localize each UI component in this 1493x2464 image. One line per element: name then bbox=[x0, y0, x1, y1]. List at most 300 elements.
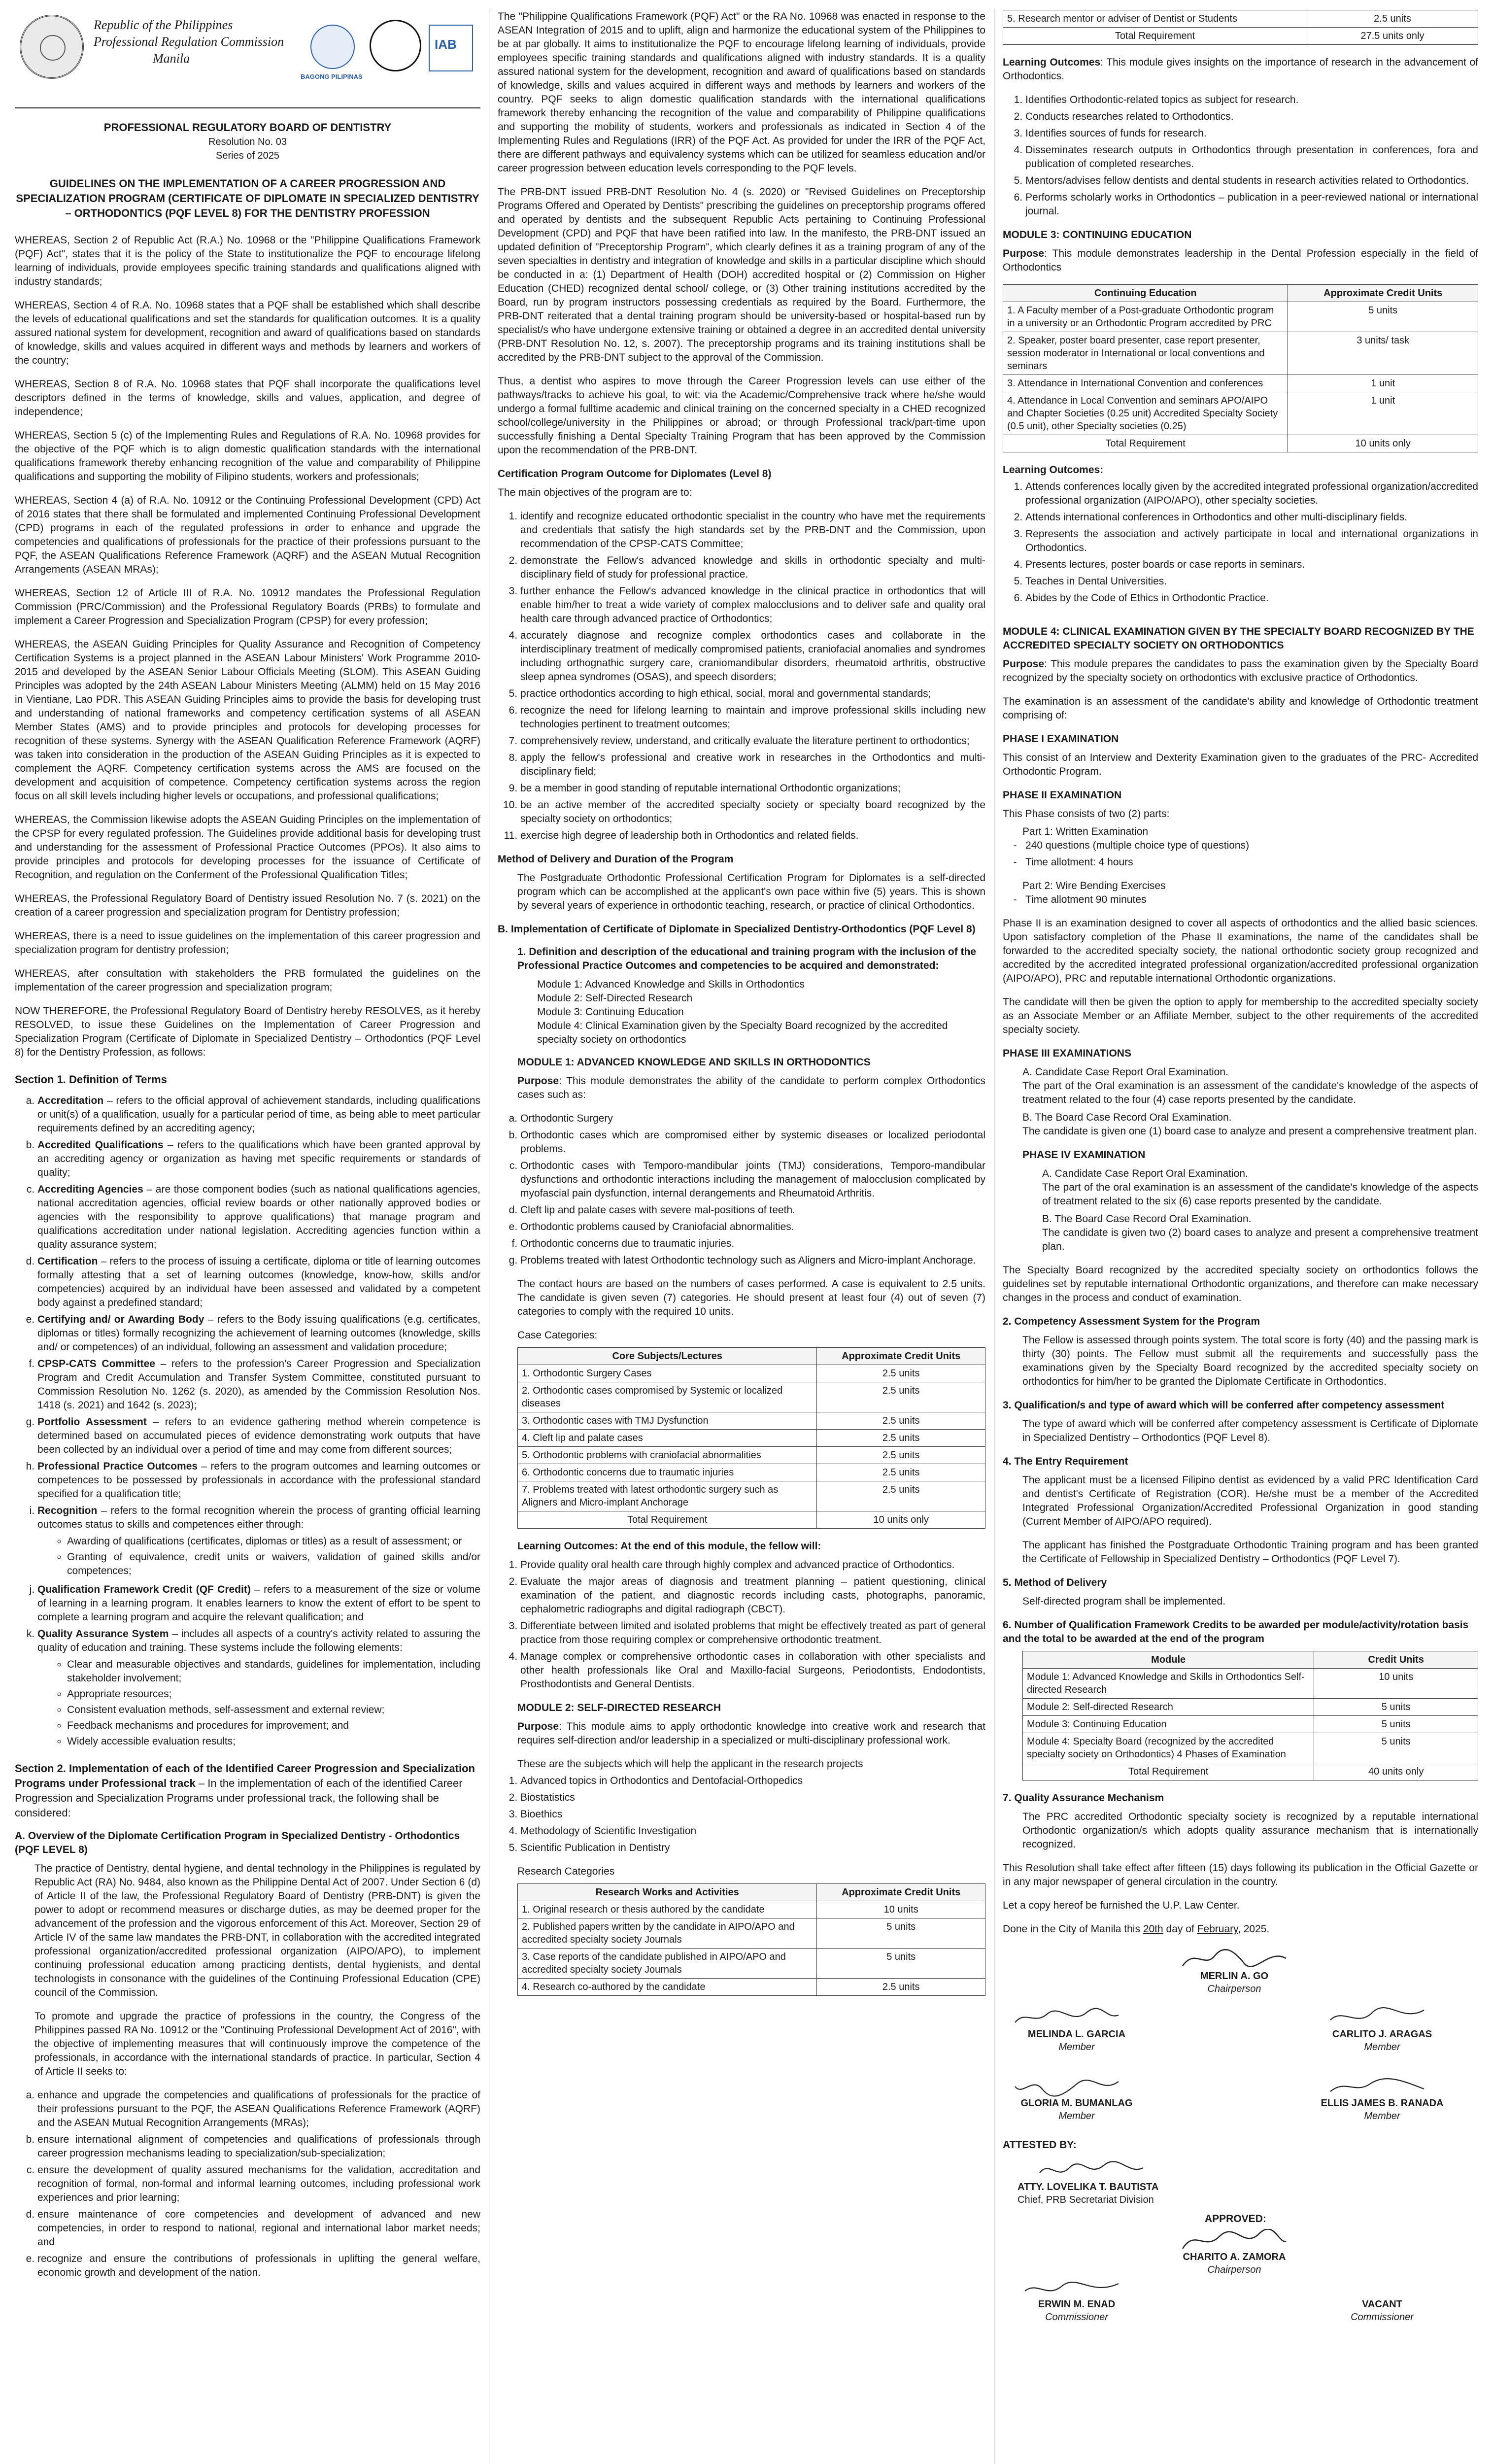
bagong-pilipinas-logo-icon bbox=[310, 25, 355, 69]
phase-4-part-b-text: The candidate is given two (2) board cases to analyze and present a comprehensive treatment plan. bbox=[1042, 1227, 1478, 1252]
table-cell-value: 3 units/ task bbox=[1288, 332, 1478, 375]
module-2-purpose-label: Purpose bbox=[517, 1721, 559, 1732]
qa-mechanism-text: The PRC accredited Orthodontic specialty society is recognized by a reputable international Orthodontic organization/s which adopts quality assurance mechanism that is internationally recognized. bbox=[1022, 1811, 1478, 1850]
member-4-title: Member bbox=[1364, 2111, 1400, 2122]
table-cell-value: 2.5 units bbox=[817, 1447, 985, 1464]
module-1-case-item: b. Orthodontic cases which are compromised either by systemic diseases or localized periodontal problems. bbox=[520, 1129, 985, 1156]
member-1-name: MELINDA L. GARCIA bbox=[1027, 2029, 1126, 2040]
column-middle bbox=[498, 10, 985, 2464]
phase-4-paragraph: The Specialty Board recognized by the accredited specialty society on orthodontics follows the guidelines set by reputable international Orthodontic organizations, and therefore can make necessary changes in the process and conduct of examination. bbox=[1003, 1265, 1478, 1303]
approved-label: APPROVED: bbox=[1205, 2213, 1266, 2224]
qf-credits-table bbox=[1022, 1651, 1478, 1780]
phase-2-part-2: Part 2: Wire Bending Exercises bbox=[1022, 880, 1166, 891]
learning-outcome-item: 4. Disseminates research outputs in Orthodontics through presentation in conferences, fora and publication of completed researches. bbox=[1025, 143, 1478, 171]
module-1-case-item: g. Problems treated with latest Orthodontic technology such as Aligners and Micro-implant Anchorage. bbox=[520, 1254, 985, 1267]
research-categories-label: Research Categories bbox=[517, 1866, 615, 1877]
table-cell-label: 2. Orthodontic cases compromised by Systemic or localized diseases bbox=[518, 1382, 817, 1412]
module-list-item: Module 1: Advanced Knowledge and Skills in Orthodontics bbox=[537, 979, 805, 990]
credits-table-header-2: Credit Units bbox=[1314, 1651, 1478, 1669]
table-cell-value: 5 units bbox=[1314, 1699, 1478, 1716]
module-1-case-item: a. Orthodontic Surgery bbox=[520, 1112, 985, 1126]
cert-program-title: Certification Program Outcome for Diplomates (Level 8) bbox=[498, 468, 772, 479]
definition-text: – refers to an evidence gathering method wherein competence is determined based on accumulated pieces of evidence demonstrating work outputs that have been collected by an individual over a period of time and may come from different sources; bbox=[37, 1416, 480, 1455]
definition-term: Accreditation bbox=[37, 1095, 104, 1106]
commissioner-2-name: VACANT bbox=[1362, 2299, 1402, 2310]
ce-table-header-2: Approximate Credit Units bbox=[1288, 285, 1478, 302]
method-of-delivery-title: 5. Method of Delivery bbox=[1003, 1577, 1107, 1588]
attestation-signature-icon bbox=[1037, 2158, 1146, 2183]
table-cell-value: 10 units bbox=[817, 1901, 985, 1918]
method-title: Method of Delivery and Duration of the Program bbox=[498, 854, 734, 865]
objective-item: 8. apply the fellow's professional and creative work in researches in the Orthodontics and multi-disciplinary field; bbox=[520, 751, 985, 779]
copy-furnish-clause: Let a copy hereof be furnished the U.P. Law Center. bbox=[1003, 1900, 1240, 1911]
table-row bbox=[518, 1464, 985, 1481]
table-cell-label: Module 1: Advanced Knowledge and Skills in Orthodontics Self-directed Research bbox=[1023, 1669, 1314, 1699]
prb-paragraph: The PRB-DNT issued PRB-DNT Resolution No. 4 (s. 2020) or "Revised Guidelines on Preceptorship Programs Offered and Operated by Dentists" prescribing the guidelines on preceptorship programs offered and operated by dentists and the subsequent Republic Acts pertaining to Continuing Professional Development (CPD) and PQF that have been ratified into law. In the manifesto, the PRB-DNT issued an updated definition of "Preceptorship Program", which clearly defines it as a training program of any of the seven specialties in dentistry and integration of knowledge and skills in a particular discipline which should be conducted in a: (1) Department of Health (DOH) accredited hospital or (2) Commission on Higher Education (CHED) recognized dental school/ college, or (3) Other training institutions accredited by the Board, run by program instructors possessing credentials as required by the Board. Furthermore, the PRB-DNT reiterated that a dental training program should be university-based or hospital-based run by specialist/s who have undergone extensive training or obtained a degree in an accredited dental university (PRB-DNT Resolution No. 12, s. 2007). The preceptorship programs and its training institutions shall be accredited by the PRB-DNT subject to the approval of the Commission. bbox=[498, 186, 985, 363]
table-cell-value: 2.5 units bbox=[817, 1430, 985, 1447]
done-prefix: Done in the City of Manila this bbox=[1003, 1923, 1140, 1935]
objective-item: 5. practice orthodontics according to high ethical, social, moral and governmental standards; bbox=[520, 687, 985, 701]
attester-title: Chief, PRB Secretariat Division bbox=[1018, 2194, 1154, 2205]
case-table-header-1: Core Subjects/Lectures bbox=[518, 1348, 817, 1365]
pqf-paragraph: The "Philippine Qualifications Framework (PQF) Act" or the RA No. 10968 was enacted in response to the ASEAN Integration of 2015 and to uplift, align and harmonize the educational system of the Philippines to be at par globally. It aims to institutionalize the PQF to encourage lifelong learning of individuals, provide employees specific training standards and qualifications aligned with industry standards. It is a quality assured national system for the development, recognition and award of qualifications based on standards of knowledge, skills and values acquired in different ways and methods by learners and workers of the country. PQF seeks to align domestic qualification standards with the international qualifications framework thereby enhancing the recognition of the value and comparability of Philippine qualifications and supporting the mobility of students, workers and professionals as indicated in Section 4 of the Implementing Rules and Regulations (IRR) of the PQF Act. As provided for under the IRR of the PQF Act, there are different pathways and equivalency systems which can be utilized for seamless education and/or career progression between education levels corresponding to the PQF levels. bbox=[498, 11, 985, 174]
case-categories-table bbox=[517, 1347, 985, 1529]
module-2-purpose: : This module aims to apply orthodontic knowledge into creative work and research that requires self-direction and/or leadership in a specialized or multi-disciplinary professional work. bbox=[517, 1721, 985, 1746]
case-table-total-label: Total Requirement bbox=[518, 1511, 817, 1529]
cpd-goal-item: e. recognize and ensure the contributions of professionals in uplifting the general welfare, economic growth and development of the nation. bbox=[37, 2252, 480, 2280]
objective-item: 10. be an active member of the accredited specialty society or specialty board recognized by the specialty society on orthodontics; bbox=[520, 798, 985, 826]
table-cell-value: 1 unit bbox=[1288, 375, 1478, 392]
learning-outcome-item: 4. Manage complex or comprehensive orthodontic cases in collaboration with other specialists and other health professionals like Oral and Maxillo-facial Surgeons, Periodontists, Endodontists, Prosthodontists and General Dentists. bbox=[520, 1650, 985, 1691]
table-cell-value: 10 units bbox=[1314, 1669, 1478, 1699]
research-subject-item: 1. Advanced topics in Orthodontics and Dentofacial-Orthopedics bbox=[520, 1774, 985, 1788]
phase-4-title: PHASE IV EXAMINATION bbox=[1022, 1149, 1146, 1161]
member-4-signature-icon bbox=[1328, 2074, 1426, 2099]
whereas-clause: WHEREAS, Section 12 of Article III of R.A. No. 10912 mandates the Professional Regulation Commission (PRC/Commission) and the Professional Regulatory Boards (PRBs) to formulate and implement a Career Progression and Specialization Program (CPSP) for every profession; bbox=[15, 587, 480, 626]
learning-outcome-item: 3. Represents the association and actively participate in local and international organizations in Orthodontics. bbox=[1025, 527, 1478, 555]
member-4-name: ELLIS JAMES B. RANADA bbox=[1321, 2098, 1444, 2109]
table-cell-value: 1 unit bbox=[1288, 392, 1478, 435]
cert-program-intro: The main objectives of the program are to: bbox=[498, 487, 692, 498]
definition-item bbox=[37, 1415, 480, 1457]
learning-outcome-item: 1. Attends conferences locally given by the accredited integrated professional organization/accredited professional organization (AIPO/APO), other specialty societies. bbox=[1025, 480, 1478, 508]
phase-2-part-2-list bbox=[1003, 893, 1478, 907]
learning-outcome-item: 3. Differentiate between limited and isolated problems that might be effectively treated as part of general practice from those requiring complex or comprehensive orthodontic treatment. bbox=[520, 1619, 985, 1647]
module-2-outcomes-list bbox=[1003, 93, 1478, 218]
whereas-clause: WHEREAS, Section 4 of R.A. No. 10968 states that a PQF shall be established which shall describe the levels of educational qualifications and set the standards for qualification outcomes. It is a quality assured national system for development, recognition and award of qualifications based on standards of knowledge, skills and values acquired in different ways and methods by learners and workers of the country; bbox=[15, 300, 480, 366]
section-2-intro: – In the implementation of each of the identified Career Progression and Specialization Programs under professional track, the following shall be considered: bbox=[15, 1777, 463, 1819]
table-row bbox=[518, 1901, 985, 1918]
case-table-total-value: 10 units only bbox=[817, 1511, 985, 1529]
phase-1-title: PHASE I EXAMINATION bbox=[1003, 733, 1119, 745]
table-cell-label: 4. Cleft lip and palate cases bbox=[518, 1430, 817, 1447]
cpd-goal-item: c. ensure the development of quality assured mechanisms for the validation, accreditation and recognition of formal, non-formal and informal learning outcomes, including professional work experiences and prior learning; bbox=[37, 2163, 480, 2205]
modules-list bbox=[498, 978, 985, 1047]
definition-text: – refers to the official approval of achievement standards, including qualifications or unit(s) of a qualification, usually for a particular period of time, as being able to meet particular requirements defined by an accrediting agency; bbox=[37, 1095, 480, 1134]
table-cell-label: Module 4: Specialty Board (recognized by the accredited specialty society on Orthodontics) 4 Phases of Examination bbox=[1023, 1733, 1314, 1763]
table-cell-label: 3. Case reports of the candidate published in AIPO/APO and accredited specialty society Journals bbox=[518, 1949, 817, 1979]
commissioner-1-name: ERWIN M. ENAD bbox=[1038, 2299, 1116, 2310]
whereas-clauses bbox=[15, 234, 480, 994]
member-3-signature-icon bbox=[1013, 2074, 1121, 2099]
learning-outcome-item: 3. Identifies sources of funds for research. bbox=[1025, 127, 1478, 140]
learning-outcome-item: 6. Performs scholarly works in Orthodontics – publication in a peer-reviewed national or international journal. bbox=[1025, 191, 1478, 218]
whereas-clause: WHEREAS, Section 5 (c) of the Implementing Rules and Regulations of R.A. No. 10968 provides for the objective of the PQF which is to align domestic qualification standards with the international qualifications framework thereby enhancing recognition of the value and comparability of Philippine qualifications and supporting the mobility of Filipino students, workers and professionals; bbox=[15, 430, 480, 482]
document-title: GUIDELINES ON THE IMPLEMENTATION OF A CAREER PROGRESSION AND SPECIALIZATION PROGRAM (CERTIFICATE OF DIPLOMATE IN SPECIALIZED DENTISTRY – ORTHODONTICS (PQF LEVEL 8) FOR THE DENTISTRY PROFESSION bbox=[16, 177, 479, 219]
phase-2-membership-paragraph: The candidate will then be given the option to apply for membership to the accredited specialty society as an Associate Member or an Affiliate Member, subject to the other requirements of the accredited specialty society. bbox=[1003, 996, 1478, 1035]
credits-table-total-value: 40 units only bbox=[1314, 1763, 1478, 1780]
done-clause bbox=[1003, 1922, 1478, 1936]
definition-text: – refers to the process of issuing a certificate, diploma or title of learning outcomes formally attesting that a set of learning outcomes (knowledge, know-how, skills and/or competencies) acquired by an individual have been assessed and validated by a competent body against a predefined standard; bbox=[37, 1256, 480, 1308]
table-cell-value: 2.5 units bbox=[817, 1382, 985, 1412]
table-cell-label: 3. Attendance in International Convention and conferences bbox=[1003, 375, 1288, 392]
chair-name: MERLIN A. GO bbox=[1200, 1971, 1269, 1982]
member-2-signature-icon bbox=[1328, 2005, 1426, 2030]
table-row bbox=[1003, 375, 1478, 392]
objective-item: 7. comprehensively review, understand, and critically evaluate the literature pertinent to orthodontics; bbox=[520, 734, 985, 748]
definition-item bbox=[37, 1138, 480, 1180]
definition-text: – refers to a measurement of the size or volume of learning in a learning program. It enables learners to know the extent of effort to be spent to complete a learning program and acquire the relevant qualification; and bbox=[37, 1584, 480, 1623]
overview-paragraph-1: The practice of Dentistry, dental hygiene, and dental technology in the Philippines is regulated by Republic Act (RA) No. 9484, also known as the Philippine Dental Act of 2007. Under Section 6 (d) of Article II of the law, the Professional Regulatory Board of Dentistry (PRB-DNT) is given the power to adopt or recommend measures or discharge duties, as may be deemed proper for the advancement of the profession and the vigorous enforcement of this Act. Moreover, Section 29 of Article IV of the same law mandates the PRB-DNT, in collaboration with the accredited integrated professional organization/accredited professional organization (AIPO/APO), to implement continuing professional education among practicing dentists, dental hygienists, and dental technologists in consonance with the guidelines of the Continuing Professional Education (CPE) council of the Commission. bbox=[34, 1863, 480, 1998]
whereas-clause: WHEREAS, after consultation with stakeholders the PRB formulated the guidelines on the implementation of the career progression and specialization program; bbox=[15, 968, 480, 993]
definition-term: CPSP-CATS Committee bbox=[37, 1358, 155, 1369]
whereas-clause: WHEREAS, there is a need to issue guidelines on the implementation of this career progression and specialization program for dentistry profession; bbox=[15, 930, 480, 956]
table-row bbox=[518, 1949, 985, 1979]
module-3-purpose: : This module demonstrates leadership in the Dental Profession especially in the field of Orthodontics bbox=[1003, 248, 1478, 273]
table-cell-value: 5 units bbox=[817, 1918, 985, 1949]
research-total-value: 27.5 units only bbox=[1307, 28, 1478, 45]
table-row bbox=[518, 1412, 985, 1430]
table-row bbox=[1003, 10, 1478, 28]
module-list-item: Module 2: Self-Directed Research bbox=[537, 992, 693, 1004]
learning-outcome-item: 5. Teaches in Dental Universities. bbox=[1025, 575, 1478, 588]
definition-bullets bbox=[37, 1658, 480, 1748]
phase-3-part-a: A. Candidate Case Report Oral Examination. bbox=[1022, 1066, 1228, 1078]
objective-item: 2. demonstrate the Fellow's advanced knowledge and skills in orthodontic specialty and multi-disciplinary field of study for professional practice. bbox=[520, 554, 985, 582]
research-subject-item: 3. Bioethics bbox=[520, 1808, 985, 1821]
definition-text: – refers to the profession's Career Progression and Specialization Program and Credit Accumulation and Transfer System Committee, constituted pursuant to Commission Resolution No. 1262 (s. 2020), as amended by the Commission Resolution Nos. 1418 (s. 2021) and 1642 (s. 2023); bbox=[37, 1358, 480, 1411]
table-cell-label: 2. Published papers written by the candidate in AIPO/APO and accredited specialty society Journals bbox=[518, 1918, 817, 1949]
research-table bbox=[517, 1883, 985, 1996]
cpd-goals-list bbox=[15, 2088, 480, 2280]
qf-credits-title: 6. Number of Qualification Framework Credits to be awarded per module/activity/rotation basis and the total to be awarded at the end of the program bbox=[1003, 1619, 1469, 1644]
learning-outcome-item: 2. Evaluate the major areas of diagnosis and treatment planning – patient questioning, clinical examination of the patient, and diagnostic records including casts, photographs, panoramic, cephalometric radiographs and digital radiograph (CBCT). bbox=[520, 1575, 985, 1616]
commissioner-2-title: Commissioner bbox=[1351, 2312, 1414, 2323]
table-row bbox=[1023, 1716, 1478, 1733]
table-row bbox=[518, 1365, 985, 1382]
research-table-continued bbox=[1003, 10, 1478, 45]
entry-requirement-text-2: The applicant has finished the Postgraduate Orthodontic Training program and has been granted the Certificate of Fellowship in Specialized Dentistry – Orthodontics (PQF Level 7). bbox=[1022, 1540, 1478, 1565]
research-subject-item: 4. Methodology of Scientific Investigation bbox=[520, 1824, 985, 1838]
module-list-item: Module 4: Clinical Examination given by the Specialty Board recognized by the accredited specialty society on orthodontics bbox=[537, 1020, 948, 1045]
chair-signature-block bbox=[1003, 1946, 1478, 2000]
part-1-item: - 240 questions (multiple choice type of questions) bbox=[1025, 839, 1478, 853]
table-cell-value: 2.5 units bbox=[817, 1481, 985, 1511]
entry-requirement-text: The applicant must be a licensed Filipino dentist as evidenced by a valid PRC Identification Card and dentist's Certificate of Registration (COR). He/she must be a member of the Accredited Integrated Professional Organization/Accredited Professional Organization in good standing (Current Member of AIPO/APO required). bbox=[1022, 1474, 1478, 1527]
done-month: February bbox=[1197, 1923, 1238, 1935]
column-left bbox=[15, 10, 480, 2464]
module-4-exam-description: The examination is an assessment of the candidate's ability and knowledge of Orthodontic treatment comprising of: bbox=[1003, 696, 1478, 721]
table-cell-value: 2.5 units bbox=[817, 1979, 985, 1996]
objective-item: 11. exercise high degree of leadership both in Orthodontics and related fields. bbox=[520, 829, 985, 843]
done-day: 20th bbox=[1143, 1923, 1163, 1935]
part-2-item: - Time allotment 90 minutes bbox=[1025, 893, 1478, 907]
overview-title: A. Overview of the Diplomate Certification Program in Specialized Dentistry - Orthodontics (PQF LEVEL 8) bbox=[15, 1830, 460, 1855]
phase-3-part-a-text: The part of the Oral examination is an assessment of the candidate's knowledge of the aspects of treatment related to the four (4) case reports presented by the candidate. bbox=[1022, 1080, 1478, 1105]
objective-item: 4. accurately diagnose and recognize complex orthodontics cases and collaborate in the interdisciplinary treatment of medically compromised patients, craniofacial anomalies and syndromes including orthognathic surgery care, craniomandibular disorders, rheumatoid arthritis, obstructive sleep apnea syndromes (OSAS), and speech disorders; bbox=[520, 629, 985, 684]
phase-3-part-b-text: The candidate is given one (1) board case to analyze and present a comprehensive treatment plan. bbox=[1022, 1126, 1477, 1137]
module-list-item: Module 3: Continuing Education bbox=[537, 1006, 684, 1018]
definitions-list bbox=[15, 1094, 480, 1748]
phase-3-title: PHASE III EXAMINATIONS bbox=[1003, 1048, 1131, 1059]
table-cell-label: 5. Orthodontic problems with craniofacial abnormalities bbox=[518, 1447, 817, 1464]
resolution-number: Resolution No. 03 bbox=[208, 137, 287, 147]
table-cell-label: 2. Speaker, poster board presenter, case report presenter, session moderator in International or local conventions and seminars bbox=[1003, 332, 1288, 375]
effectivity-clause: This Resolution shall take effect after fifteen (15) days following its publication in the Official Gazette or in any major newspaper of general circulation in the country. bbox=[1003, 1862, 1478, 1887]
definition-item bbox=[37, 1504, 480, 1578]
certification-logo-icon bbox=[370, 20, 421, 71]
table-row bbox=[518, 1382, 985, 1412]
definition-text: – refers to the Body issuing qualifications (e.g. certificates, diplomas or titles) formally recognizing the achievement of learning outcomes (knowledge, skills and/ or competences) of an individual, following an assessment and validation procedure; bbox=[37, 1314, 480, 1353]
member-3-title: Member bbox=[1058, 2111, 1095, 2122]
definition-term: Recognition bbox=[37, 1505, 98, 1516]
objective-item: 1. identify and recognize educated orthodontic specialist in the country who have met the requirements and credentials that satisfy the high standards set by the PRB-DNT and the Commission, upon recommendation of the CPSP-CATS Committee; bbox=[520, 510, 985, 551]
chair-signature-icon bbox=[1180, 1946, 1289, 1971]
member-2-name: CARLITO J. ARAGAS bbox=[1332, 2029, 1432, 2040]
definition-bullet: ◦ Appropriate resources; bbox=[67, 1687, 480, 1701]
definition-bullet: ◦ Clear and measurable objectives and standards, guidelines for implementation, including stakeholder involvement; bbox=[67, 1658, 480, 1685]
phase-3-part-b: B. The Board Case Record Oral Examination. bbox=[1022, 1112, 1232, 1123]
definition-term: Certification bbox=[37, 1256, 98, 1267]
definition-item bbox=[37, 1460, 480, 1501]
phase-1-text: This consist of an Interview and Dexterity Examination given to the graduates of the PRC- Accredited Orthodontic Program. bbox=[1003, 752, 1478, 777]
prc-chair-signature-icon bbox=[1180, 2229, 1289, 2254]
module-2-subjects-list bbox=[498, 1774, 985, 1855]
competency-assessment-title: 2. Competency Assessment System for the Program bbox=[1003, 1316, 1260, 1327]
letterhead bbox=[15, 10, 480, 108]
table-cell-value: 2.5 units bbox=[817, 1464, 985, 1481]
continuing-education-table bbox=[1003, 284, 1478, 452]
letterhead-text bbox=[94, 17, 284, 67]
table-cell-label: 5. Research mentor or adviser of Dentist or Students bbox=[1003, 10, 1307, 28]
definition-term: Qualification Framework Credit (QF Credit) bbox=[37, 1584, 251, 1595]
definition-bullet: ◦ Awarding of qualifications (certificates, diplomas or titles) as a result of assessment; or bbox=[67, 1535, 480, 1548]
ce-table-header-1: Continuing Education bbox=[1003, 285, 1288, 302]
credits-table-total-label: Total Requirement bbox=[1023, 1763, 1314, 1780]
table-cell-value: 2.5 units bbox=[817, 1365, 985, 1382]
competency-assessment-text: The Fellow is assessed through points system. The total score is forty (40) and the passing mark is thirty (30) points. The Fellow must submit all the requirements and successfully pass the examinations given by the Specialty Board recognized by the accredited specialty society on orthodontics for him/her to be granted the Diplomate Certificate in Orthodontics. bbox=[1022, 1335, 1478, 1387]
module-1-outcomes-list bbox=[498, 1558, 985, 1691]
table-row bbox=[1023, 1669, 1478, 1699]
definition-item bbox=[37, 1627, 480, 1748]
definition-term: Accredited Qualifications bbox=[37, 1139, 164, 1151]
table-cell-value: 5 units bbox=[1288, 302, 1478, 332]
definition-text: – refers to the qualifications which have been granted approval by an accrediting agency or organization as having met specific requirements or standards of quality; bbox=[37, 1139, 480, 1178]
definition-item bbox=[37, 1183, 480, 1252]
member-2-title: Member bbox=[1364, 2042, 1400, 2053]
objective-item: 6. recognize the need for lifelong learning to maintain and improve professional skills including new technologies pertinent to treatment outcomes; bbox=[520, 704, 985, 731]
table-row bbox=[518, 1481, 985, 1511]
definition-item bbox=[37, 1094, 480, 1135]
chair-title: Chairperson bbox=[1207, 1984, 1261, 1994]
overview-paragraph-2: To promote and upgrade the practice of professions in the country, the Congress of the Philippines passed RA No. 10912 or the "Continuing Professional Development Act of 2016", with the objective of implementing measures that will continuously improve the competence of the professionals, in accordance with the international standards of practice. In particular, Section 4 of Article II seeks to: bbox=[34, 2011, 480, 2077]
definition-item bbox=[37, 1357, 480, 1412]
whereas-clause: WHEREAS, the Professional Regulatory Board of Dentistry issued Resolution No. 7 (s. 2021) on the creation of a career progression and specialization program for Dentistry profession; bbox=[15, 893, 480, 918]
definition-text: – refers to the formal recognition wherein the process of granting official learning outcomes status to skills and competences either through: bbox=[37, 1505, 480, 1530]
phase-2-title: PHASE II EXAMINATION bbox=[1003, 789, 1122, 801]
section-2-title bbox=[15, 1761, 480, 1820]
attested-by-label: ATTESTED BY: bbox=[1003, 2139, 1077, 2151]
table-cell-label: 1. Orthodontic Surgery Cases bbox=[518, 1365, 817, 1382]
cpd-goal-item: a. enhance and upgrade the competencies and qualifications of professionals for the practice of their professions pursuant to the PQF, the ASEAN Qualifications Reference Framework (AQRF) and the ASEAN Mutual Recognition Arrangements (MRAs); bbox=[37, 2088, 480, 2130]
definition-term: Professional Practice Outcomes bbox=[37, 1461, 198, 1472]
definition-item bbox=[37, 1583, 480, 1624]
definition-term: Portfolio Assessment bbox=[37, 1416, 147, 1428]
table-cell-label: 1. Original research or thesis authored by the candidate bbox=[518, 1901, 817, 1918]
method-of-delivery-text: Self-directed program shall be implemented. bbox=[1022, 1596, 1226, 1607]
phase-2-part-1: Part 1: Written Examination bbox=[1022, 826, 1149, 837]
table-row bbox=[518, 1918, 985, 1949]
module-3-outcomes-list bbox=[1003, 480, 1478, 605]
phase-4-part-b: B. The Board Case Record Oral Examination. bbox=[1042, 1213, 1252, 1225]
section-2-title-text: Section 2. Implementation of each of the Identified Career Progression and Specialization Programs under Professional track bbox=[15, 1762, 475, 1789]
prc-seal-icon bbox=[20, 15, 84, 79]
members-signature-row-1 bbox=[1003, 2000, 1478, 2069]
table-cell-label: 3. Orthodontic cases with TMJ Dysfunction bbox=[518, 1412, 817, 1430]
definition-term: Quality Assurance System bbox=[37, 1628, 169, 1640]
member-3-name: GLORIA M. BUMANLAG bbox=[1020, 2098, 1133, 2109]
commissioners-block bbox=[1003, 2276, 1478, 2330]
table-row bbox=[518, 1430, 985, 1447]
definition-bullet: ◦ Feedback mechanisms and procedures for improvement; and bbox=[67, 1719, 480, 1733]
cpd-goal-item: d. ensure maintenance of core competencies and development of advanced and new competencies, in order to respond to national, regional and international labor market needs; and bbox=[37, 2208, 480, 2249]
qualification-award-title: 3. Qualification/s and type of award which will be conferred after competency assessment bbox=[1003, 1400, 1445, 1411]
section-1-title: Section 1. Definition of Terms bbox=[15, 1073, 167, 1086]
credits-table-header-1: Module bbox=[1023, 1651, 1314, 1669]
definition-item bbox=[37, 1255, 480, 1310]
attester-name: ATTY. LOVELIKA T. BAUTISTA bbox=[1018, 2182, 1159, 2192]
module-2-subjects-intro: These are the subjects which will help the applicant in the research projects bbox=[517, 1758, 863, 1770]
commissioner-1-signature-icon bbox=[1022, 2276, 1121, 2301]
definition-subtitle: 1. Definition and description of the educational and training program with the inclusion of the Professional Practice Outcomes and competencies to be acquired and demonstrated: bbox=[517, 946, 977, 971]
learning-outcome-item: 5. Mentors/advises fellow dentists and dental students in research activities related to Orthodontics. bbox=[1025, 174, 1478, 188]
module-1-title: MODULE 1: ADVANCED KNOWLEDGE AND SKILLS IN ORTHODONTICS bbox=[517, 1057, 871, 1068]
research-total-label: Total Requirement bbox=[1003, 28, 1307, 45]
letterhead-line-3: Manila bbox=[153, 51, 190, 66]
definition-bullet: ◦ Granting of equivalence, credit units or waivers, validation of gained skills and/or competences; bbox=[67, 1550, 480, 1578]
table-cell-label: 4. Research co-authored by the candidate bbox=[518, 1979, 817, 1996]
letterhead-line-1: Republic of the Philippines bbox=[94, 18, 233, 32]
done-mid: day of bbox=[1166, 1923, 1194, 1935]
table-row bbox=[518, 1447, 985, 1464]
table-cell-label: Module 3: Continuing Education bbox=[1023, 1716, 1314, 1733]
table-row bbox=[1003, 302, 1478, 332]
module-1-case-item: d. Cleft lip and palate cases with severe mal-positions of teeth. bbox=[520, 1203, 985, 1217]
entry-requirement-title: 4. The Entry Requirement bbox=[1003, 1456, 1128, 1467]
method-paragraph: The Postgraduate Orthodontic Professional Certification Program for Diplomates is a self-directed program which can be accomplished at the applicant's own pace within five (5) years. This is shown by several years of experience in orthodontic teaching, research, or practice of clinical Orthodontics. bbox=[517, 872, 985, 911]
cpd-goal-item: b. ensure international alignment of competencies and qualifications of professionals through career progression mechanisms leading to specialization/sub-specialization; bbox=[37, 2133, 480, 2160]
learning-outcome-item: 4. Presents lectures, poster boards or case reports in seminars. bbox=[1025, 558, 1478, 572]
whereas-clause: WHEREAS, Section 2 of Republic Act (R.A.) No. 10968 or the "Philippine Qualifications Framework (PQF) Act", states that it is the policy of the State to institutionalize the PQF to encourage lifelong learning of individuals, provide employees specific training standards and qualifications aligned with industry standards; bbox=[15, 235, 480, 287]
table-row bbox=[1003, 332, 1478, 375]
table-cell-value: 2.5 units bbox=[817, 1412, 985, 1430]
learning-outcome-item: 2. Attends international conferences in Orthodontics and other multi-disciplinary fields. bbox=[1025, 511, 1478, 524]
whereas-clause: WHEREAS, the ASEAN Guiding Principles for Quality Assurance and Recognition of Competency Certification Systems is a project planned in the ASEAN Labour Ministers' Work Programme 2010-2015 and developed by the ASEAN Senior Labour Officials Meeting (SLOM). This ASEAN Guiding Principles was adopted by the 24th ASEAN Labour Ministers Meeting (ALMM) held on 15 May 2016 in Vientiane, Lao PDR. This ASEAN Guiding Principles aims to provide the basis for developing trust and understanding of national frameworks and competency certification systems of all ASEAN Member States (AMS) and to provide principles and protocols for developing processes for recognition of these systems. Synergy with the ASEAN Qualification Reference Framework (AQRF) was taken into consideration in the production of the ASEAN Guiding Principles as it is expected to complement the AQRF. Competency certification systems across the AMS are focused on the development and acquisition of competence. Competency certification systems across the region focus on all skill levels including higher levels or occupations, and professional qualifications; bbox=[15, 639, 480, 802]
module-1-cases-list bbox=[498, 1112, 985, 1267]
letterhead-line-2: Professional Regulation Commission bbox=[94, 34, 284, 49]
prc-chair-name: CHARITO A. ZAMORA bbox=[1183, 2252, 1286, 2262]
table-cell-value: 5 units bbox=[1314, 1733, 1478, 1763]
table-cell-label: 6. Orthodontic concerns due to traumatic injuries bbox=[518, 1464, 817, 1481]
definition-text: – are those component bodies (such as national qualifications agencies, national accreditation agencies, official review boards or other nationally approved bodies or agencies with the responsibility to approve qualifications) that manage program and qualifications accreditation under national legislation. Accrediting agencies function within a quality assurance system; bbox=[37, 1184, 480, 1250]
table-row bbox=[1023, 1733, 1478, 1763]
phase-2-text: This Phase consists of two (2) parts: bbox=[1003, 808, 1170, 820]
research-subject-item: 5. Scientific Publication in Dentistry bbox=[520, 1841, 985, 1855]
definition-term: Certifying and/ or Awarding Body bbox=[37, 1314, 204, 1325]
member-1-signature-icon bbox=[1013, 2005, 1121, 2030]
learning-outcome-item: 2. Conducts researches related to Orthodontics. bbox=[1025, 110, 1478, 124]
resolves-clause: NOW THEREFORE, the Professional Regulatory Board of Dentistry hereby RESOLVES, as it hereby RESOLVED, to issue these Guidelines on the Implementation of Career Progression and Specialization Program (Certificate of Diplomate in Specialized Dentistry – Orthodontics (PQF Level 8) for the Dentistry Profession, as follows: bbox=[15, 1005, 480, 1058]
phase-2-paragraph: Phase II is an examination designed to cover all aspects of orthodontics and the allied basic sciences. Upon satisfactory completion of the Phase II examinations, the name of the candidates shall be forwarded to the accredited specialty society, the national orthodontic society group recognized and accredited by the accredited integrated professional organization/accredited professional organization (AIPO/APO), PRC and reputable international Orthodontic organizations. bbox=[1003, 918, 1478, 984]
research-table-header-1: Research Works and Activities bbox=[518, 1884, 817, 1901]
commissioner-1-title: Commissioner bbox=[1045, 2312, 1108, 2323]
table-cell-label: 1. A Faculty member of a Post-graduate Orthodontic program in a university or an Orthodontic Program accredited by PRC bbox=[1003, 302, 1288, 332]
module-3-title: MODULE 3: CONTINUING EDUCATION bbox=[1003, 229, 1192, 240]
objective-item: 9. be a member in good standing of reputable international Orthodontic organizations; bbox=[520, 782, 985, 795]
member-1-title: Member bbox=[1058, 2042, 1095, 2053]
resolution-series: Series of 2025 bbox=[216, 150, 279, 161]
learning-outcome-item: 6. Abides by the Code of Ethics in Orthodontic Practice. bbox=[1025, 591, 1478, 605]
module-1-case-item: c. Orthodontic cases with Temporo-mandibular joints (TMJ) considerations, Temporo-mandibular dysfunctions and orthodontic interactions including the management of malocclusion complicated by myofascial pain dysfunction, internal derangements and Rheumatoid Arthritis. bbox=[520, 1159, 985, 1200]
whereas-clause: WHEREAS, Section 8 of R.A. No. 10968 states that PQF shall incorporate the qualifications level descriptors defined in the terms of knowledge, skills and values, application, and degree of independence; bbox=[15, 378, 480, 417]
table-row bbox=[1023, 1699, 1478, 1716]
done-year: , 2025. bbox=[1238, 1923, 1270, 1935]
module-4-purpose: : This module prepares the candidates to pass the examination given by the Specialty Board recognized by the specialty society on orthodontics with exclusive practice of Orthodontics. bbox=[1003, 658, 1478, 684]
module-1-case-item: e. Orthodontic problems caused by Craniofacial abnormalities. bbox=[520, 1220, 985, 1234]
definition-text: – refers to the program outcomes and learning outcomes or competences to be possessed by professionals in accordance with the professional standard specified for a qualification title; bbox=[37, 1461, 480, 1500]
lo1-intro: Learning Outcomes: At the end of this module, the fellow will: bbox=[517, 1540, 821, 1552]
whereas-clause: WHEREAS, the Commission likewise adopts the ASEAN Guiding Principles on the implementation of the CPSP for every regulated profession. The Guidelines provide additional basis for developing trust and understanding for the assessment of Professional Practice Outcomes (PPOs). It also aims to provide principles and protocols for developing processes for the issuance of Certificate of Recognition, and regulation on the Conferment of the Professional Qualification Titles; bbox=[15, 814, 480, 881]
qualification-award-text: The type of award which will be conferred after competency assessment is Certificate of Diplomate in Specialized Dentistry – Orthodontics (PQF Level 8). bbox=[1022, 1418, 1478, 1443]
definition-bullet: ◦ Consistent evaluation methods, self-assessment and external review; bbox=[67, 1703, 480, 1717]
case-categories-label: Case Categories: bbox=[517, 1330, 598, 1341]
module-2-outcomes-intro: : This module gives insights on the importance of research in the advancement of Orthodontics. bbox=[1003, 57, 1478, 82]
qa-mechanism-title: 7. Quality Assurance Mechanism bbox=[1003, 1792, 1164, 1804]
definition-item bbox=[37, 1313, 480, 1354]
whereas-clause: WHEREAS, Section 4 (a) of R.A. No. 10912 or the Continuing Professional Development (CPD) Act of 2016 states that there shall be formulated and implemented Continuing Professional Development (CPD) programs in each of the regulated professions in order to enhance and upgrade the competencies and qualifications of professionals for the practice of their professions pursuant to the PQF, the ASEAN Qualifications Reference Framework (AQRF) and the ASEAN Mutual Recognition Arrangements (ASEAN MRAs); bbox=[15, 495, 480, 575]
part-1-item: - Time allotment: 4 hours bbox=[1025, 856, 1478, 869]
phase-4-part-a-text: The part of the oral examination is an assessment of the candidate's knowledge of the aspects of treatment related to the six (6) case reports presented by the candidate. bbox=[1042, 1182, 1478, 1207]
module-1-case-item: f. Orthodontic concerns due to traumatic injuries. bbox=[520, 1237, 985, 1251]
module-4-title: MODULE 4: CLINICAL EXAMINATION GIVEN BY THE SPECIALTY BOARD RECOGNIZED BY THE ACCREDITED SPECIALTY SOCIETY ON ORTHODONTICS bbox=[1003, 626, 1474, 651]
career-tracks-paragraph: Thus, a dentist who aspires to move through the Career Progression levels can use either of the pathways/tracks to achieve his goal, to wit: via the Academic/Comprehensive track where he/she would undergo a formal fulltime academic and clinical training on the concerned specialty in a CHED recognized school/college/university in the Philippines or abroad; or through Professional track/part-time upon successfully finishing a Dental Specialty Training Program that has been approved by the Commission upon the recommendation of the PRB-DNT. bbox=[498, 376, 985, 456]
learning-outcome-item: 1. Provide quality oral health care through highly complex and advanced practice of Orthodontics. bbox=[520, 1558, 985, 1572]
learning-outcome-item: 1. Identifies Orthodontic-related topics as subject for research. bbox=[1025, 93, 1478, 107]
objectives-list bbox=[498, 510, 985, 843]
table-cell-label: 7. Problems treated with latest orthodontic surgery such as Aligners and Micro-implant Anchorage bbox=[518, 1481, 817, 1511]
approval-block bbox=[1003, 2212, 1478, 2276]
definition-term: Accrediting Agencies bbox=[37, 1184, 143, 1195]
implementation-title: B. Implementation of Certificate of Diplomate in Specialized Dentistry-Orthodontics (PQF Level 8) bbox=[498, 924, 976, 935]
table-cell-value: 2.5 units bbox=[1307, 10, 1478, 28]
phase-2-part-1-list bbox=[1003, 839, 1478, 869]
definition-bullets bbox=[37, 1535, 480, 1578]
table-row bbox=[518, 1979, 985, 1996]
column-right: 5. Research mentor or adviser of Dentist or Students 2.5 units Total Requirement 27.5 units only Learning Outcomes: This module gives insights on the importance of research in the advancement of Orthodontics. 1. Identifies Orthodontic-related topics as subject for research. 2. Conducts researches related to Orthodontics. 3. Identifies sources of funds for research. 4. Disseminates research outputs in Orthodontics through presentation in conferences, fora and publication of completed researches. 5. Mentors/advises fellow dentists and dental students in research activities related to Orthodontics. 6. Performs scholarly works in Orthodontics – publication in a peer-reviewed national or international journal. MODULE 3: CONTINUING EDUCATION Purpose: This module demonstrates leadership in the Dental Profession especially in the field of Orthodontics Continuing Education Approximate Credit Units 1. A Faculty member of a Post-graduate Orthodontic program in a university or an Orthodontic Program accredited by PRC 5 units 2. Speaker, poster board presenter, case report presenter, session moderator in International or local conventions and seminars 3 units/ task 3. Attendance in International Convention and conferences 1 unit 4. Attendance in Local Convention and seminars APO/AIPO and Chapter Societies (0.25 unit) Accredited Specialty Society (0.5 unit), other Specialty societies (0.25) 1 unit Total Requirement 10 units only Learning Outcomes: 1. Attends conferences locally given by the accredited integrated professional organization/accredited professional organization (AIPO/APO), other specialty societies. 2. Attends international conferences in Orthodontics and other multi-disciplinary fields. 3. Represents the association and actively participate in local and international organizations in Orthodontics. 4. Presents lectures, poster boards or case reports in seminars. 5. Teaches in Dental Universities. 6. Abides by the Code of Ethics in Orthodontic Practice. MODULE 4: CLINICAL EXAMINATION GIVEN BY THE SPECIALTY BOARD RECOGNIZED BY THE ACCREDITED SPECIALTY SOCIETY ON ORTHODONTICS Purpose: This module prepares the candidates to pass the examination given by the Specialty Board recognized by the specialty society on orthodontics with exclusive practice of Orthodontics. The examination is an assessment of the candidate's ability and knowledge of Orthodontic treatment comprising of: PHASE I EXAMINATION This consist of an Interview and Dexterity Examination given to the graduates of the PRC- Accredited Orthodontic Program. PHASE II EXAMINATION This Phase consists of two (2) parts: Part 1: Written Examination - 240 questions (multiple choice type of questions) - Time allotment: 4 hours Part 2: Wire Bending Exercises - Time allotment 90 minutes Phase II is an examination designed to cover all aspects of orthodontics and the allied basic sciences. Upon satisfactory completion of the Phase II examinations, the name of the candidates shall be forwarded to the accredited specialty society, the national orthodontic society group recognized and accredited by the accredited integrated professional organization/accredited professional organization (AIPO/APO), PRC and reputable international Orthodontic organizations. The candidate will then be given the option to apply for membership to the accredited specialty society as an Associate Member or an Affiliate Member, subject to the other requirements of the accredited specialty society. PHASE III EXAMINATIONS A. Candidate Case Report Oral Examination. The part of the Oral examination is an assessment of the candidate's knowledge of the aspects of treatment related to the four (4) case reports presented by the candidate. B. The Board Case Record Oral Examination. The candidate is given one (1) board case to analyze and present a comprehensive treatment plan. PHASE IV EXAMINATION A. Candidate Case Report Oral Examination. The part of the oral examination is an assessment of the candidate's knowledge of the aspects of treatment related to the six (6) case reports presented by the candidate. B. The Board Case Record Oral Examination. The candidate is given two (2) board cases to analyze and present a comprehensive treatment plan. The Specialty Board recognized by the accredited specialty society on orthodontics follows the guidelines set by reputable international Orthodontic organizations, and therefore can make necessary changes in the process and conduct of examination. 2. Competency Assessment System for the Program The Fellow is assessed through points system. The total score is forty (40) and the passing mark is thirty (30) points. The Fellow must submit all the requirements and successfully pass the examinations given by the Specialty Board recognized by the accredited specialty society on orthodontics for him/her to be granted the Diplomate Certificate in Orthodontics. 3. Qualification/s and type of award which will be conferred after competency assessment The type of award which will be conferred after competency assessment is Certificate of Diplomate in Specialized Dentistry – Orthodontics (PQF Level 8). 4. The Entry Requirement The applicant must be a licensed Filipino dentist as evidenced by a valid PRC Identification Card and dentist's Certificate of Registration (COR). He/she must be a member of the Accredited Integrated Professional Organization/Accredited Professional Organization in good standing (Current Member of AIPO/APO required). The applicant has finished the Postgraduate Orthodontic Training program and has been granted the Certificate of Fellowship in Specialized Dentistry – Orthodontics (PQF Level 7). 5. Method of Delivery Self-directed program shall be implemented. 6. Number of Qualification Framework Credits to be awarded per module/activity/rotation basis and the total to be awarded at the end of the program Module Credit Units Module 1: Advanced Knowledge and Skills in Orthodontics Self-directed Research 10 units Module 2: Self-directed Research 5 units Module 3: Continuing Education 5 units Module 4: Specialty Board (recognized by the accredited specialty society on Orthodontics) 4 Phases of Examination 5 units Total Requirement 40 units only 7. Quality Assurance Mechanism The PRC accredited Orthodontic specialty society is recognized by a reputable international Orthodontic organization/s which adopts quality assurance mechanism that is internationally recognized. This Resolution shall take effect after fifteen (15) days following its publication in the Official Gazette or in any major newspaper of general circulation in the country. Let a copy hereof be furnished the U.P. Law Center. Done in the City of Manila this 20th day of February, 2025. MERLIN A. GO Chairperson MELINDA L. GARCIA Member CARLITO J. ARAGAS Member GLORIA M. BUMANLAG Member ELLIS JAMES B. RANADA Member ATTESTED BY: ATTY. LOVELIKA T. BAUTISTA Chief, PRB Secretariat Division APPROVED: CHARITO A. ZAMORA Chairperson ERWIN M. ENAD Commissioner VACANT Commissioner bbox=[1003, 10, 1478, 2464]
ce-table-total-value: 10 units only bbox=[1288, 435, 1478, 452]
prc-chair-title: Chairperson bbox=[1207, 2264, 1261, 2275]
case-table-header-2: Approximate Credit Units bbox=[817, 1348, 985, 1365]
